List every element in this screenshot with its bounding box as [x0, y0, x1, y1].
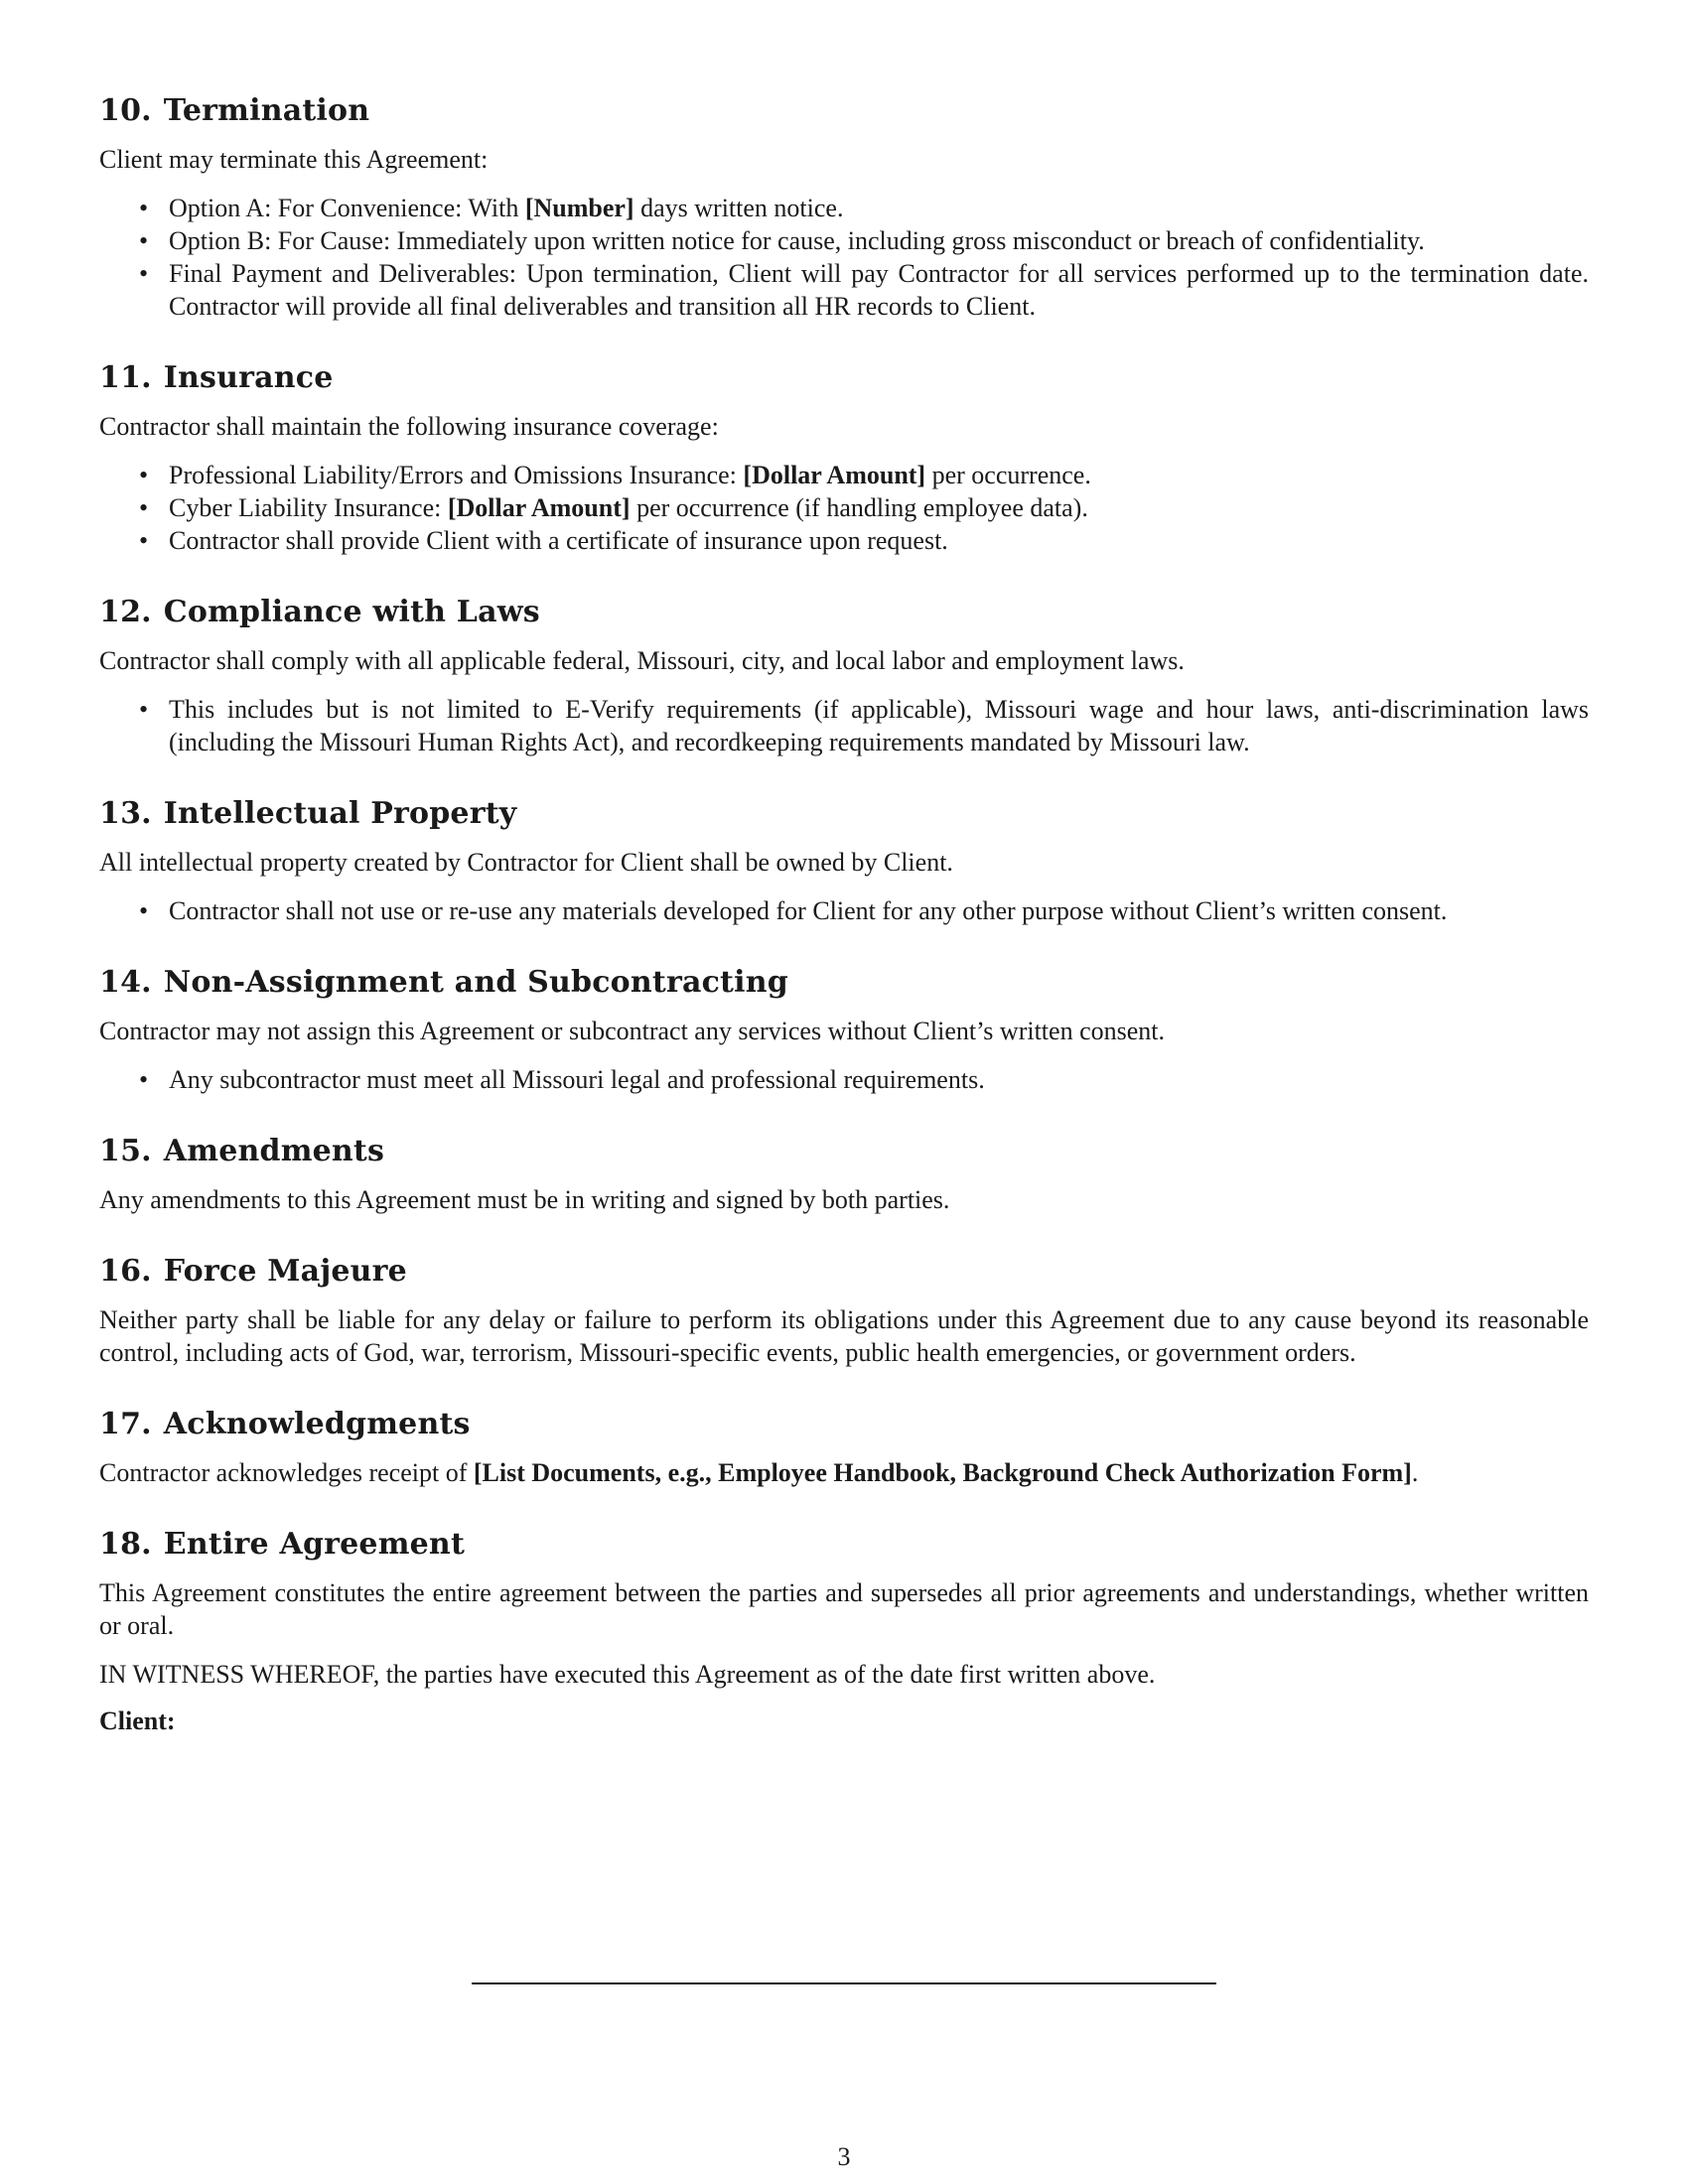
section-heading: 16. Force Majeure [99, 1254, 407, 1289]
section-heading: 10. Termination [99, 93, 370, 128]
client-label: Client: [99, 1706, 176, 1735]
section-compliance [99, 593, 1589, 758]
bullet-list [99, 894, 1589, 927]
list-item: • Any subcontractor must meet all Missouri legal and professional requirements. [139, 1065, 985, 1094]
section-heading: 15. Amendments [99, 1134, 385, 1168]
section-heading: 11. Insurance [99, 360, 334, 395]
section-intro: Contractor shall comply with all applicable federal, Missouri, city, and local labor and employment laws. [99, 646, 1185, 675]
section-force-majeure [99, 1252, 1589, 1369]
list-item: • Contractor shall provide Client with a certificate of insurance upon request. [139, 526, 948, 555]
list-item: • Professional Liability/Errors and Omissions Insurance: [Dollar Amount] per occurrence. [139, 461, 1091, 489]
section-heading: 18. Entire Agreement [99, 1527, 465, 1562]
bullet-icon: • [139, 226, 149, 255]
bullet-icon: • [139, 896, 149, 925]
bullet-icon: • [139, 259, 149, 288]
section-intro: Client may terminate this Agreement: [99, 145, 489, 174]
client-signature-line [472, 1982, 1216, 1984]
list-item: • Option B: For Cause: Immediately upon written notice for cause, including gross misconduct or breach of confidentiality. [139, 226, 1425, 255]
list-item: • Cyber Liability Insurance: [Dollar Amount] per occurrence (if handling employee data). [139, 493, 1088, 522]
bullet-icon: • [139, 695, 149, 724]
section-insurance [99, 358, 1589, 557]
bullet-list [99, 459, 1589, 557]
section-heading: 14. Non-Assignment and Subcontracting [99, 965, 788, 1000]
witness-statement: IN WITNESS WHEREOF, the parties have executed this Agreement as of the date first written above. [99, 1660, 1156, 1689]
bullet-list [99, 192, 1589, 323]
section-amendments [99, 1132, 1589, 1216]
bullet-icon: • [139, 194, 149, 222]
section-intro: All intellectual property created by Contractor for Client shall be owned by Client. [99, 848, 953, 877]
list-item: • Option A: For Convenience: With [Number] days written notice. [139, 194, 844, 222]
bullet-icon: • [139, 461, 149, 489]
section-intro: Contractor shall maintain the following insurance coverage: [99, 412, 719, 441]
section-heading: 13. Intellectual Property [99, 796, 517, 831]
section-intellectual-property [99, 794, 1589, 927]
list-item: • Contractor shall not use or re-use any materials developed for Client for any other purpose without Client’s written consent. [139, 896, 1448, 925]
bullet-icon: • [139, 493, 149, 522]
section-intro: Contractor may not assign this Agreement or subcontract any services without Client’s written consent. [99, 1017, 1165, 1045]
section-acknowledgments [99, 1405, 1589, 1489]
section-entire-agreement [99, 1525, 1589, 1737]
list-item: • This includes but is not limited to E-Verify requirements (if applicable), Missouri wage and hour laws, anti-discrimination laws (including the Missouri Human Rights Act), and recordkeeping requirements mandated by Missouri law. [139, 695, 1589, 756]
bullet-icon: • [139, 1065, 149, 1094]
section-intro: Contractor acknowledges receipt of [List Documents, e.g., Employee Handbook, Background Check Authorization Form]. [99, 1458, 1419, 1487]
list-item: • Final Payment and Deliverables: Upon termination, Client will pay Contractor for all services performed up to the termination date. Contractor will provide all final deliverables and transition all HR records to Client. [139, 259, 1589, 321]
section-heading: 12. Compliance with Laws [99, 595, 540, 629]
page-number: 3 [837, 2142, 851, 2171]
section-non-assignment [99, 963, 1589, 1096]
bullet-icon: • [139, 526, 149, 555]
bullet-list [99, 693, 1589, 758]
section-heading: 17. Acknowledgments [99, 1407, 471, 1441]
section-intro: Neither party shall be liable for any delay or failure to perform its obligations under this Agreement due to any cause beyond its reasonable control, including acts of God, war, terrorism, Missouri-specific events, public health emergencies, or government orders. [99, 1305, 1589, 1367]
bullet-list [99, 1063, 1589, 1096]
section-intro: This Agreement constitutes the entire agreement between the parties and supersedes all prior agreements and understandings, whether written or oral. [99, 1578, 1589, 1640]
document-page [99, 91, 1589, 1737]
section-intro: Any amendments to this Agreement must be in writing and signed by both parties. [99, 1185, 950, 1214]
section-termination [99, 91, 1589, 323]
